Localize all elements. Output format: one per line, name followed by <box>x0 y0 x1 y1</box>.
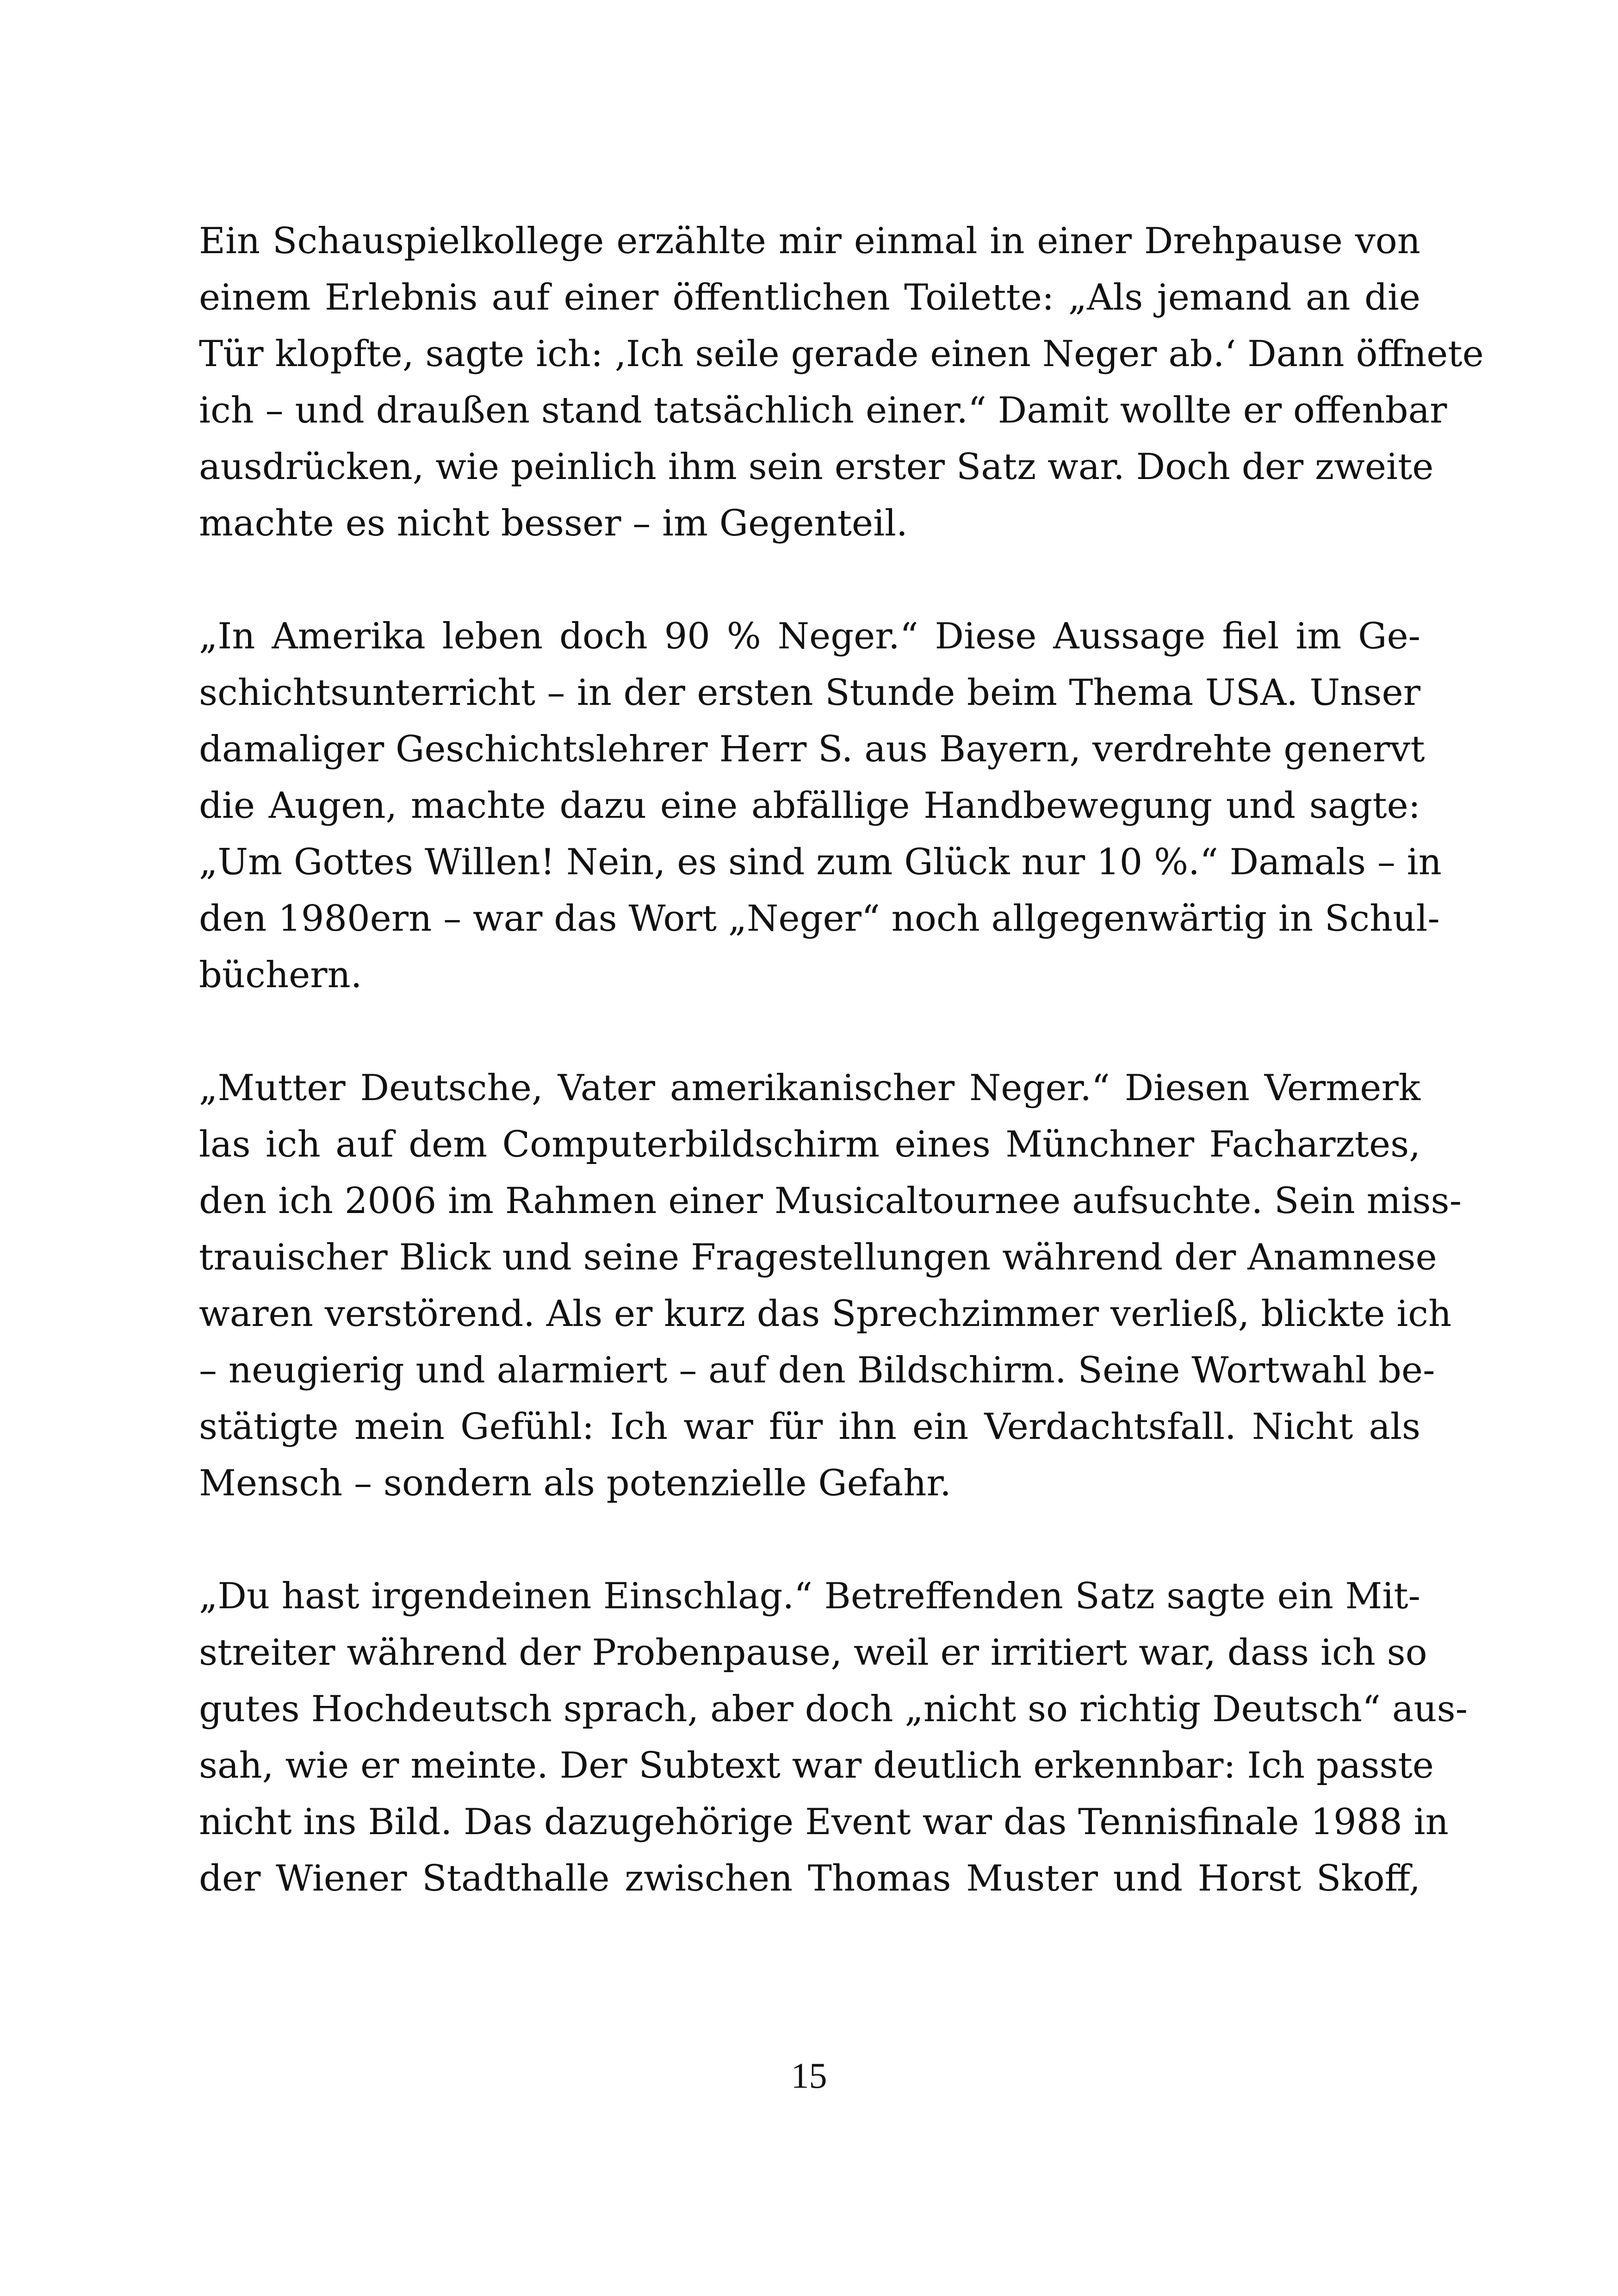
paragraph-4 <box>199 1568 1468 1907</box>
text-line: büchern. <box>199 954 362 996</box>
text-line: „In Amerika leben doch 90 % Neger.“ Diese Aussage fiel im Ge- <box>199 616 1420 657</box>
paragraph-2 <box>199 608 1442 1003</box>
text-line: streiter während der Probenpause, weil er irritiert war, dass ich so <box>199 1632 1427 1674</box>
text-line: machte es nicht besser – im Gegenteil. <box>199 503 908 544</box>
text-line: den 1980ern – war das Wort „Neger“ noch allgegenwärtig in Schul- <box>199 898 1440 940</box>
paragraph-1 <box>199 213 1484 552</box>
text-line: der Wiener Stadthalle zwischen Thomas Muster und Horst Skoff, <box>199 1858 1420 1899</box>
text-line: stätigte mein Gefühl: Ich war für ihn ein Verdachtsfall. Nicht als <box>199 1406 1420 1448</box>
text-line: Mensch – sondern als potenzielle Gefahr. <box>199 1462 951 1504</box>
text-line: „Du hast irgendeinen Einschlag.“ Betreffenden Satz sagte ein Mit- <box>199 1575 1420 1617</box>
text-line: Ein Schauspielkollege erzählte mir einmal in einer Drehpause von <box>199 220 1420 262</box>
text-line: damaliger Geschichtslehrer Herr S. aus Bayern, verdrehte genervt <box>199 728 1425 770</box>
text-line: Tür klopfte, sagte ich: ‚Ich seile gerade einen Neger ab.‘ Dann öffnete <box>199 333 1484 375</box>
text-line: den ich 2006 im Rahmen einer Musicaltournee aufsuchte. Sein miss- <box>199 1180 1462 1222</box>
text-line: trauischer Blick und seine Fragestellungen während der Anamnese <box>199 1237 1437 1278</box>
text-line: die Augen, machte dazu eine abfällige Handbewegung und sagte: <box>199 785 1420 827</box>
text-line: ausdrücken, wie peinlich ihm sein erster Satz war. Doch der zweite <box>199 446 1434 488</box>
body-text <box>199 213 1484 1963</box>
text-line: waren verstörend. Als er kurz das Sprechzimmer verließ, blickte ich <box>199 1293 1452 1335</box>
text-line: las ich auf dem Computerbildschirm eines Münchner Facharztes, <box>199 1124 1420 1165</box>
text-line: einem Erlebnis auf einer öffentlichen Toilette: „Als jemand an die <box>199 277 1420 318</box>
text-line: schichtsunterricht – in der ersten Stunde beim Thema USA. Unser <box>199 672 1420 714</box>
text-line: gutes Hochdeutsch sprach, aber doch „nicht so richtig Deutsch“ aus- <box>199 1688 1468 1730</box>
page-number: 15 <box>791 2055 827 2096</box>
text-line: – neugierig und alarmiert – auf den Bildschirm. Seine Wortwahl be- <box>199 1350 1435 1391</box>
text-line: nicht ins Bild. Das dazugehörige Event war das Tennisfinale 1988 in <box>199 1801 1449 1843</box>
text-line: ich – und draußen stand tatsächlich einer.“ Damit wollte er offenbar <box>199 390 1447 431</box>
text-line: sah, wie er meinte. Der Subtext war deutlich erkennbar: Ich passte <box>199 1745 1434 1786</box>
text-line: „Um Gottes Willen! Nein, es sind zum Glück nur 10 %.“ Damals – in <box>199 841 1442 883</box>
paragraph-3 <box>199 1060 1462 1512</box>
text-line: „Mutter Deutsche, Vater amerikanischer Neger.“ Diesen Vermerk <box>199 1067 1420 1109</box>
